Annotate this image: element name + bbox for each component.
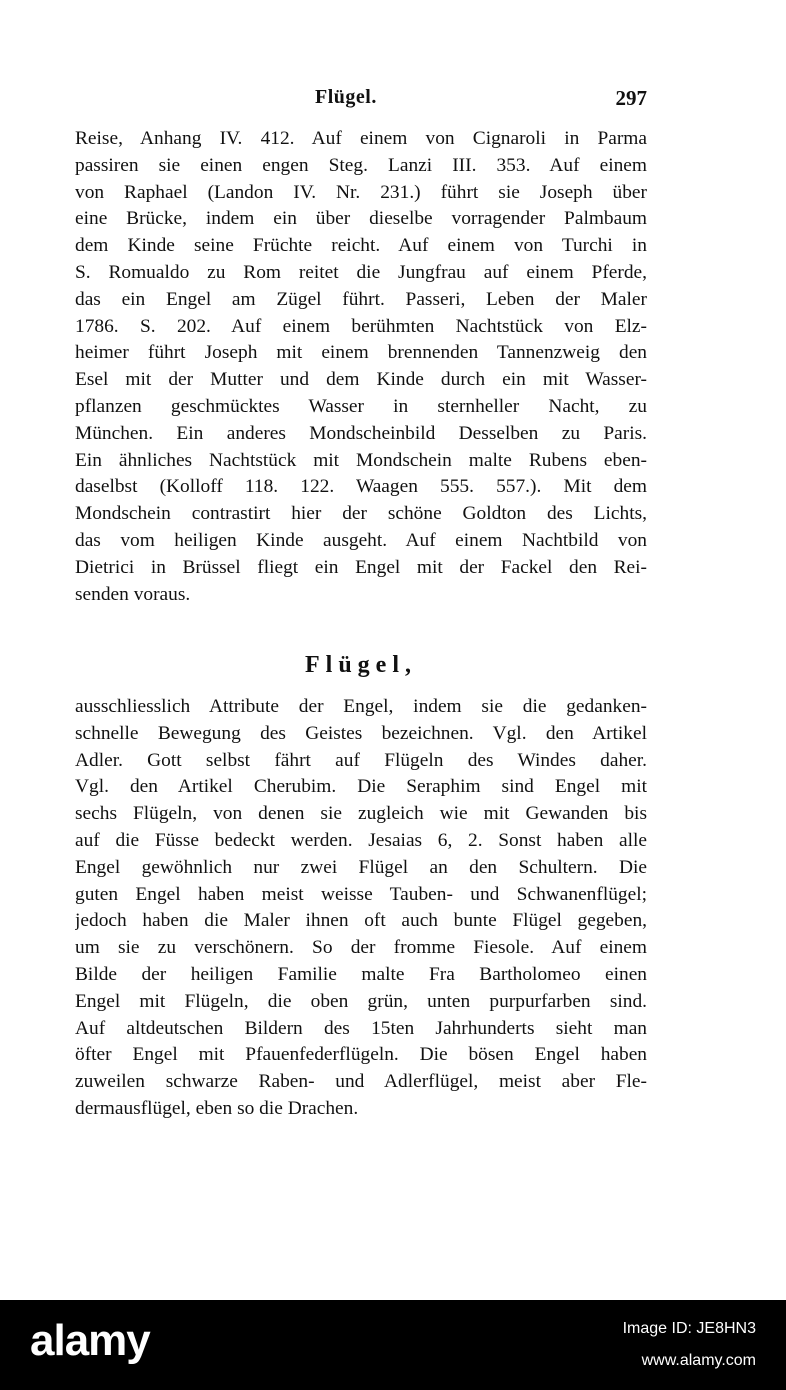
text-line: um sie zu verschönern. So der fromme Fiesole. Auf einem xyxy=(75,937,647,959)
text-line: Engel gewöhnlich nur zwei Flügel an den Schultern. Die xyxy=(75,856,647,878)
text-line: Bilde der heiligen Familie malte Fra Bartholomeo einen xyxy=(75,963,647,985)
text-line: jedoch haben die Maler ihnen oft auch bunte Flügel gegeben, xyxy=(75,910,647,932)
running-head xyxy=(75,86,647,112)
text-line: guten Engel haben meist weisse Tauben- und Schwanenflügel; xyxy=(75,883,647,905)
text-line: von Raphael (Landon IV. Nr. 231.) führt sie Joseph über xyxy=(75,181,647,203)
text-line: das ein Engel am Zügel führt. Passeri, Leben der Maler xyxy=(75,288,647,310)
paragraph-continued xyxy=(75,126,647,608)
text-line: Adler. Gott selbst fährt auf Flügeln des Windes daher. xyxy=(75,749,647,771)
text-line: eine Brücke, indem ein über dieselbe vorragender Palmbaum xyxy=(75,208,647,230)
paragraph-entry xyxy=(75,694,647,1123)
text-line: Dietrici in Brüssel fliegt ein Engel mit der Fackel den Rei- xyxy=(75,556,647,578)
text-line: auf die Füsse bedeckt werden. Jesaias 6, 2. Sonst haben alle xyxy=(75,829,647,851)
running-head-title: Flügel. xyxy=(315,86,377,108)
section-heading: Flügel, xyxy=(305,652,417,678)
text-line: schnelle Bewegung des Geistes bezeichnen. Vgl. den Artikel xyxy=(75,722,647,744)
text-line: dermausflügel, eben so die Drachen. xyxy=(75,1097,359,1119)
text-line: Vgl. den Artikel Cherubim. Die Seraphim sind Engel mit xyxy=(75,776,647,798)
text-line: öfter Engel mit Pfauenfederflügeln. Die bösen Engel haben xyxy=(75,1044,647,1066)
text-line: heimer führt Joseph mit einem brennenden Tannenzweig den xyxy=(75,342,647,364)
text-line: passiren sie einen engen Steg. Lanzi III. 353. Auf einem xyxy=(75,154,647,176)
text-line: S. Romualdo zu Rom reitet die Jungfrau auf einem Pferde, xyxy=(75,261,647,283)
text-line: pflanzen geschmücktes Wasser in sternheller Nacht, zu xyxy=(75,395,647,417)
text-line: Esel mit der Mutter und dem Kinde durch ein mit Wasser- xyxy=(75,369,647,391)
image-id-label: Image ID: JE8HN3 xyxy=(622,1320,756,1337)
text-line: Auf altdeutschen Bildern des 15ten Jahrhunderts sieht man xyxy=(75,1017,647,1039)
watermark-band xyxy=(0,1300,786,1390)
page-number: 297 xyxy=(615,86,647,110)
text-line: senden voraus. xyxy=(75,583,191,605)
text-line: 1786. S. 202. Auf einem berühmten Nachtstück von Elz- xyxy=(75,315,647,337)
text-line: sechs Flügeln, von denen sie zugleich wie mit Gewanden bis xyxy=(75,803,647,825)
site-url-label: www.alamy.com xyxy=(641,1352,756,1369)
text-line: Ein ähnliches Nachtstück mit Mondschein malte Rubens eben- xyxy=(75,449,647,471)
text-line: Engel mit Flügeln, die oben grün, unten purpurfarben sind. xyxy=(75,990,647,1012)
text-line: daselbst (Kolloff 118. 122. Waagen 555. 557.). Mit dem xyxy=(75,476,647,498)
text-line: ausschliesslich Attribute der Engel, indem sie die gedanken- xyxy=(75,696,647,717)
text-line: Reise, Anhang IV. 412. Auf einem von Cignaroli in Parma xyxy=(75,128,647,149)
text-line: dem Kinde seine Früchte reicht. Auf einem von Turchi in xyxy=(75,235,647,257)
text-line: München. Ein anderes Mondscheinbild Desselben zu Paris. xyxy=(75,422,647,444)
text-line: das vom heiligen Kinde ausgeht. Auf einem Nachtbild von xyxy=(75,529,647,551)
alamy-logo: alamy xyxy=(30,1316,150,1365)
text-line: zuweilen schwarze Raben- und Adlerflügel, meist aber Fle- xyxy=(75,1071,647,1093)
text-line: Mondschein contrastirt hier der schöne Goldton des Lichts, xyxy=(75,503,647,525)
